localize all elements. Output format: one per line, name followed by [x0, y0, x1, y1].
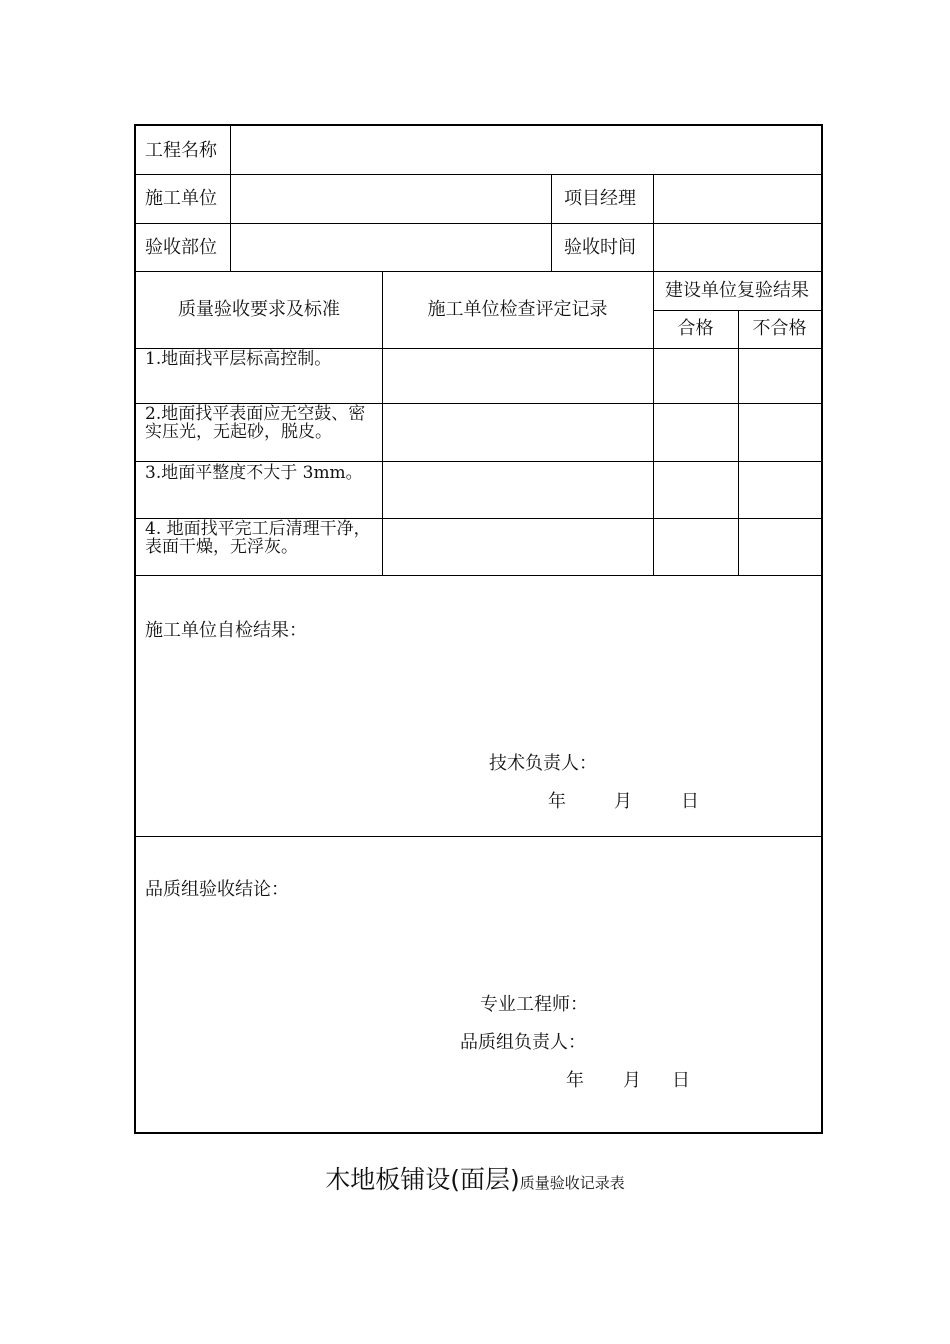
- quality-group-year: 年: [566, 1070, 584, 1091]
- row-divider: [136, 174, 821, 175]
- construction-unit-label: 施工单位: [145, 188, 217, 209]
- requirement-item: 3.地面平整度不大于 3mm。: [145, 463, 363, 483]
- project-manager-label: 项目经理: [564, 188, 636, 209]
- row-divider: [136, 461, 821, 462]
- col-divider: [230, 126, 231, 271]
- form-title: [0, 1160, 950, 1196]
- acceptance-time-label: 验收时间: [564, 237, 636, 258]
- acceptance-form: [134, 124, 823, 1134]
- self-check-label: 施工单位自检结果：: [145, 620, 307, 641]
- self-check-year: 年: [548, 791, 566, 812]
- row-divider: [653, 310, 821, 311]
- col-divider: [653, 174, 654, 271]
- quality-group-day: 日: [672, 1070, 690, 1091]
- form-title-sub: 质量验收记录表: [519, 1174, 625, 1192]
- row-divider: [136, 575, 821, 576]
- requirement-item: 2.地面找平表面应无空鼓、密实压光，无起砂，脱皮。: [145, 404, 366, 442]
- quality-group-label: 品质组验收结论：: [145, 879, 289, 900]
- requirement-item: 1.地面找平层标高控制。: [145, 349, 332, 369]
- fail-header: 不合格: [752, 318, 807, 339]
- requirement-item: 4. 地面找平完工后清理干净，表面干燥，无浮灰。: [145, 519, 371, 557]
- engineer-label: 专业工程师：: [480, 994, 588, 1015]
- self-check-month: 月: [614, 791, 632, 812]
- project-name-label: 工程名称: [145, 140, 217, 161]
- tech-lead-label: 技术负责人：: [489, 753, 597, 774]
- row-divider: [136, 223, 821, 224]
- row-divider: [136, 836, 821, 837]
- col-divider: [551, 174, 552, 271]
- quality-group-month: 月: [623, 1070, 641, 1091]
- owner-review-header: 建设单位复验结果: [665, 280, 809, 301]
- inspection-record-header: 施工单位检查评定记录: [427, 299, 608, 320]
- form-title-main: 木地板铺设(面层): [325, 1165, 520, 1194]
- group-lead-label: 品质组负责人：: [460, 1032, 586, 1053]
- acceptance-part-label: 验收部位: [145, 237, 217, 258]
- col-divider: [653, 271, 654, 575]
- row-divider: [136, 271, 821, 272]
- self-check-day: 日: [681, 791, 699, 812]
- pass-header: 合格: [677, 318, 714, 339]
- requirements-header: 质量验收要求及标准: [178, 299, 340, 320]
- col-divider: [738, 310, 739, 575]
